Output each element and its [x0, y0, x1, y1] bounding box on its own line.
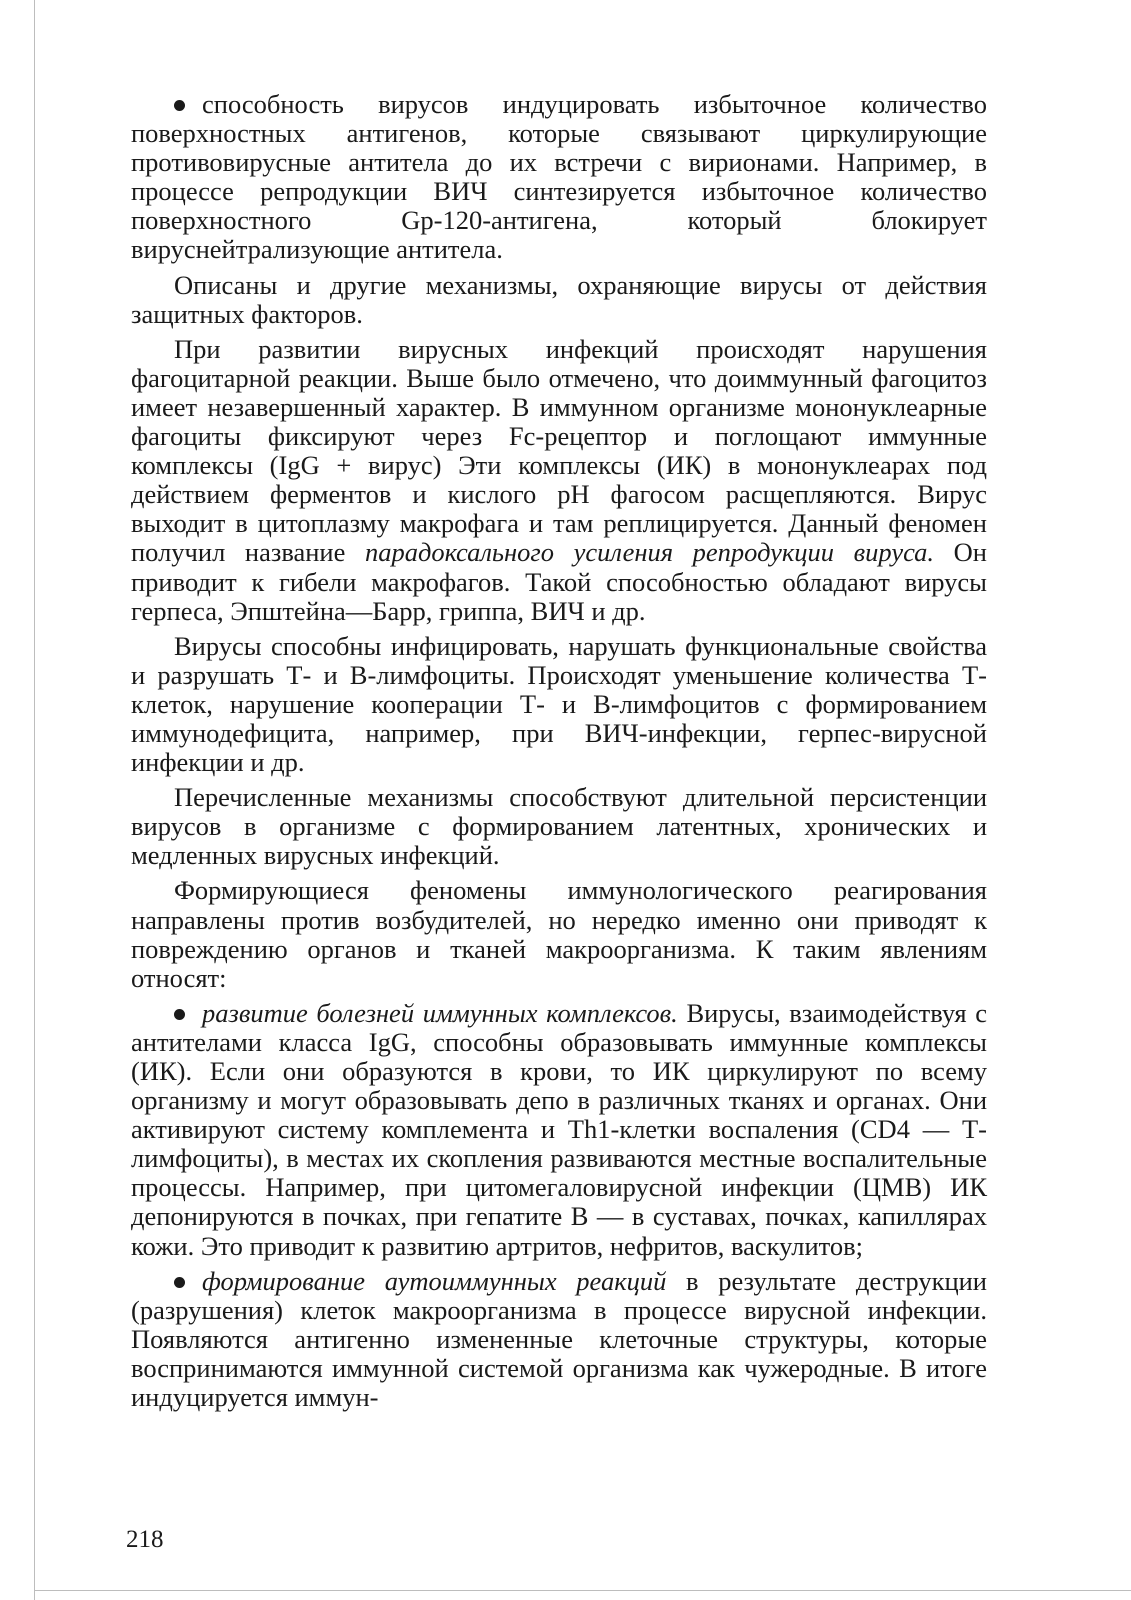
bullet-icon: [174, 1009, 185, 1020]
paragraph-3: [131, 335, 987, 626]
paragraph-7-italic-term: развитие болезней иммунных комплексов.: [202, 997, 678, 1028]
paragraph-6-text: Формирующиеся феномены иммунологического реагирования направлены против возбудителей, но нередко именно они приводят к повреждению органов и тканей макроорганизма. К таким явлениям относят:: [131, 875, 987, 993]
paragraph-3-text-after: Он приводит к гибели макрофагов. Такой способностью обладают вирусы герпеса, Эпштейна—Барр, гриппа, ВИЧ и др.: [131, 537, 987, 626]
paragraph-7: [131, 999, 987, 1261]
paragraph-4-text: Вирусы способны инфицировать, нарушать функциональные свойства и разрушать Т- и В-лимфоциты. Происходят уменьшение количества Т-клеток, нарушение кооперации Т- и В-лимфоцитов с формированием иммунодефицита, например, при ВИЧ-инфекции, герпес-вирусной инфекции и др.: [131, 630, 987, 778]
page-left-edge: [34, 0, 35, 1600]
paragraph-2: [131, 271, 987, 329]
paragraph-8-text-after: в результате деструкции (разрушения) клеток макроорганизма в процессе вирусной инфекции. Появляются антигенно измененные клеточные структуры, которые воспринимаются иммунной системой организма как чужеродные. В итоге индуцируется иммун-: [131, 1265, 987, 1413]
bullet-icon: [174, 1277, 185, 1288]
paragraph-5-text: Перечисленные механизмы способствуют длительной персистенции вирусов в организме с формированием латентных, хронических и медленных вирусных инфекций.: [131, 782, 987, 871]
paragraph-6: [131, 876, 987, 992]
paragraph-8-italic-term: формирование аутоиммунных реакций: [202, 1265, 667, 1296]
paragraph-8: [131, 1267, 987, 1412]
paragraph-7-text-after: Вирусы, взаимодействуя с антителами класса IgG, способны образовывать иммунные комплексы (ИК). Если они образуются в крови, то ИК циркулируют по всему организму и могут образовывать депо в различных тканях и органах. Они активируют систему комплемента и Th1-клетки воспаления (CD4 — Т-лимфоциты), в местах их скопления развиваются местные воспалительные процессы. Например, при цитомегаловирусной инфекции (ЦМВ) ИК депонируются в почках, при гепатите В — в суставах, почках, капиллярах кожи. Это приводит к развитию артритов, нефритов, васкулитов;: [131, 997, 988, 1261]
paragraph-3-italic-term: парадоксального усиления репродукции вируса.: [365, 537, 935, 568]
paragraph-1: [131, 90, 987, 265]
page-body-text: [131, 90, 987, 1418]
paragraph-3-text-before: При развитии вирусных инфекций происходят нарушения фагоцитарной реакции. Выше было отмечено, что доиммунный фагоцитоз имеет незавершенный характер. В иммунном организме мононуклеарные фагоциты фиксируют через Fc-рецептор и поглощают иммунные комплексы (IgG + вирус) Эти комплексы (ИК) в мононуклеарах под действием ферментов и кислого pH фагосом расщепляются. Вирус выходит в цитоплазму макрофага и там реплицируется. Данный феномен получил название: [131, 333, 987, 568]
paragraph-2-text: Описаны и другие механизмы, охраняющие вирусы от действия защитных факторов.: [131, 269, 987, 329]
page-number: 218: [126, 1526, 164, 1553]
paragraph-4: [131, 632, 987, 777]
bullet-icon: [174, 100, 185, 111]
page-bottom-edge: [34, 1590, 1131, 1591]
paragraph-5: [131, 783, 987, 870]
paragraph-1-text: способность вирусов индуцировать избыточное количество поверхностных антигенов, которые связывают циркулирующие противовирусные антитела до их встречи с вирионами. Например, в процессе репродукции ВИЧ синтезируется избыточное количество поверхностного Gp-120-антигена, который блокирует вируснейтрализующие антитела.: [131, 89, 987, 265]
